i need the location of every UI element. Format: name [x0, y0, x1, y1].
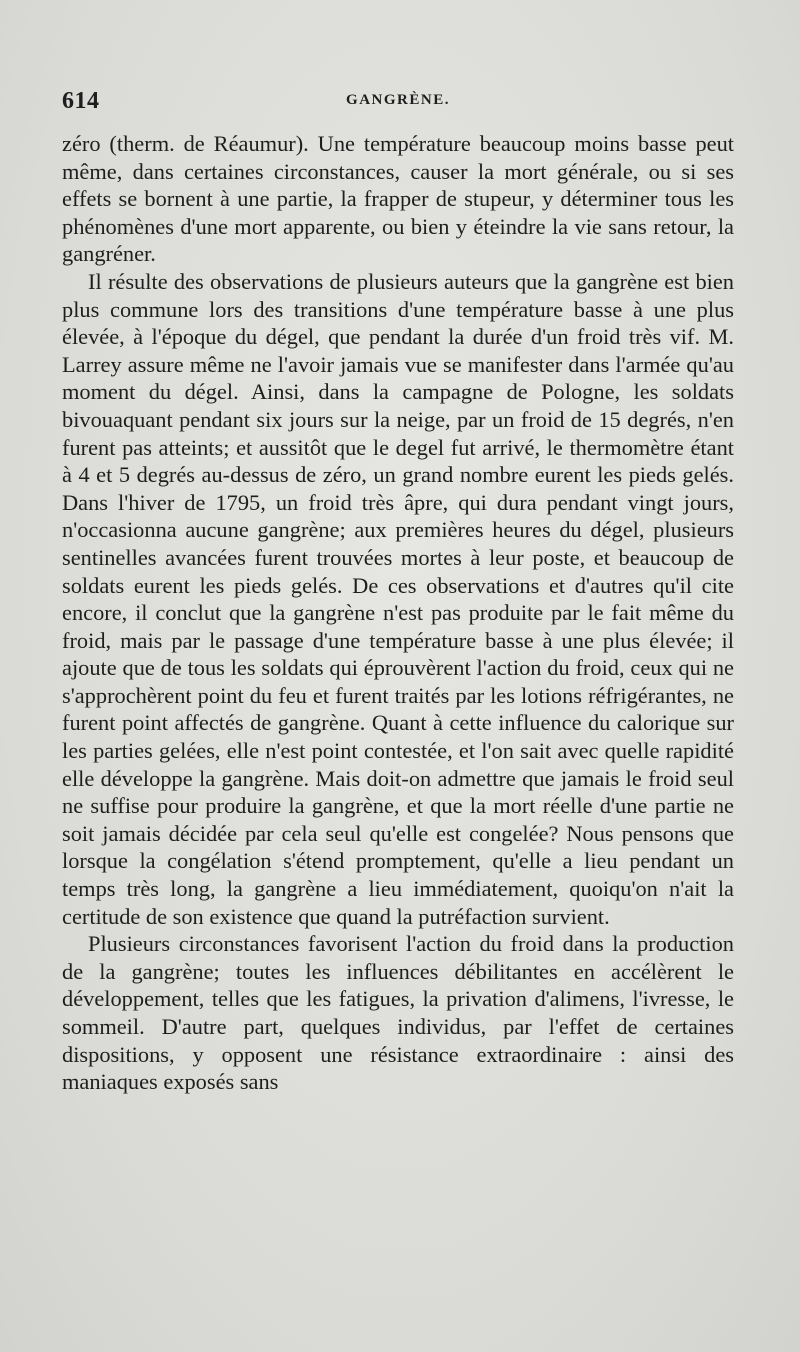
page-header — [62, 88, 734, 118]
body-text — [62, 130, 734, 1096]
paragraph-2: Il résulte des observations de plusieurs auteurs que la gangrène est bien plus commune lors des transitions d'une température basse à une plus élevée, à l'époque du dégel, que pendant la durée d'un froid très vif. M. Larrey assure même ne l'avoir jamais vue se manifester dans l'armée qu'au moment du dégel. Ainsi, dans la campagne de Pologne, les soldats bivouaquant pendant six jours sur la neige, par un froid de 15 degrés, n'en furent pas atteints; et aussitôt que le degel fut arrivé, le thermomètre étant à 4 et 5 degrés au-dessus de zéro, un grand nombre eurent les pieds gelés. Dans l'hiver de 1795, un froid très âpre, qui dura pendant vingt jours, n'occasionna aucune gangrène; aux premières heures du dégel, plusieurs sentinelles avancées furent trouvées mortes à leur poste, et beaucoup de soldats eurent les pieds gelés. De ces observations et d'autres qu'il cite encore, il conclut que la gangrène n'est pas produite par le fait même du froid, mais par le passage d'une température basse à une plus élevée; il ajoute que de tous les soldats qui éprouvèrent l'action du froid, ceux qui ne s'approchèrent point du feu et furent traités par les lotions réfrigérantes, ne furent point affectés de gangrène. Quant à cette influence du calorique sur les parties gelées, elle n'est point contestée, et l'on sait avec quelle rapidité elle développe la gangrène. Mais doit-on admettre que jamais le froid seul ne suffise pour produire la gangrène, et que la mort réelle d'une partie ne soit jamais décidée par cela seul qu'elle est congelée? Nous pensons que lorsque la congélation s'étend promptement, qu'elle a lieu pendant un temps très long, la gangrène a lieu immédiatement, quoiqu'on n'ait la certitude de son existence que quand la putréfaction survient. — [62, 268, 734, 929]
paragraph-3: Plusieurs circonstances favorisent l'action du froid dans la production de la gangrène; toutes les influences débilitantes en accélèrent le développement, telles que les fatigues, la privation d'alimens, l'ivresse, le sommeil. D'autre part, quelques individus, par l'effet de certaines dispositions, y opposent une résistance extraordinaire : ainsi des maniaques exposés sans — [62, 931, 734, 1095]
running-title: GANGRÈNE. — [346, 92, 450, 108]
paragraph-1: zéro (therm. de Réaumur). Une température beaucoup moins basse peut même, dans certaines circonstances, causer la mort générale, ou si ses effets se bornent à une partie, la frapper de stupeur, y déterminer tous les phénomènes d'une mort apparente, ou bien y éteindre la vie sans retour, la gangréner. — [62, 131, 734, 267]
page-number: 614 — [62, 88, 100, 114]
